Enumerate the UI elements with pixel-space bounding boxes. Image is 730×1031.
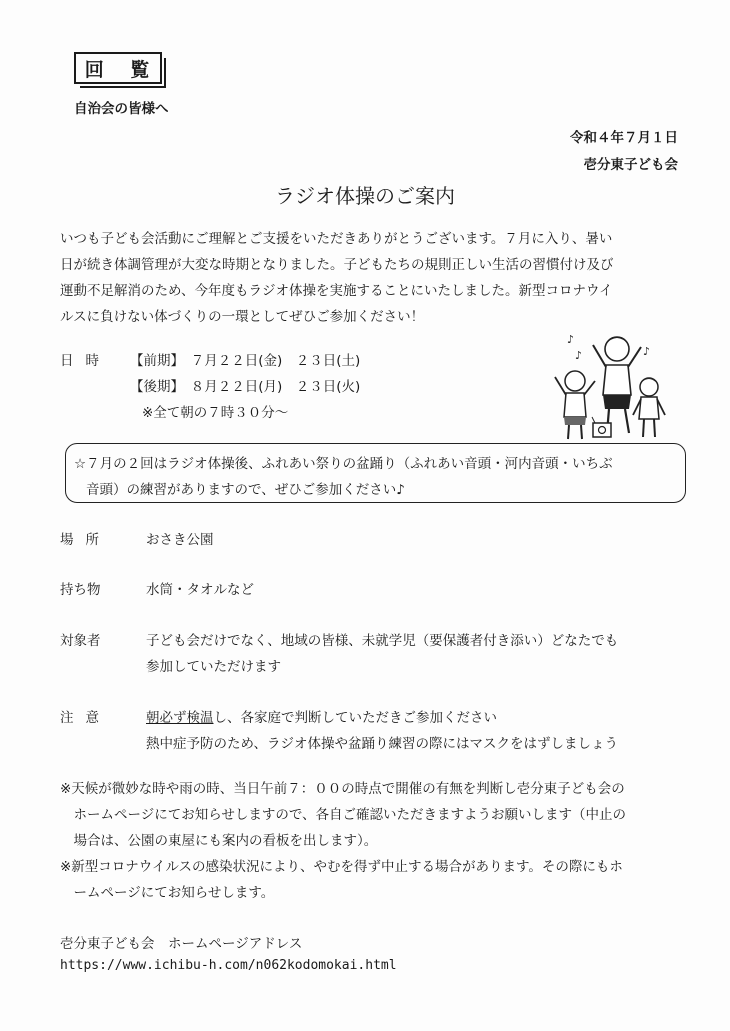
covid-note — [60, 854, 700, 906]
intro-paragraph — [60, 226, 692, 330]
homepage-url[interactable]: https://www.ichibu-h.com/n062kodomokai.html — [60, 958, 397, 973]
weather-note-line: ※天候が微妙な時や雨の時、当日午前７：００の時点で開催の有無を判断し壱分東子ども会の — [60, 781, 625, 797]
weather-note-line: ホームページにてお知らせしますので、各自ご確認いただきますようお願いします（中止の — [60, 807, 627, 823]
circular-label: 回 覧 — [84, 58, 160, 81]
weather-note-line: 場合は、公園の東屋にも案内の看板を出します）。 — [60, 833, 378, 849]
caution-line: 熱中症予防のため、ラジオ体操や盆踊り練習の際にはマスクをはずしましょう — [146, 736, 618, 752]
festival-notice-line: 音頭）の練習がありますので、ぜひご参加ください♪ — [86, 482, 405, 498]
caution-label: 注意 — [60, 710, 111, 726]
addressee: 自治会の皆様へ — [74, 101, 169, 117]
covid-note-line: ※新型コロナウイルスの感染状況により、やむを得ず中止する場合があります。その際にもホ — [60, 859, 623, 875]
homepage-label: 壱分東子ども会 ホームページアドレス — [60, 936, 303, 952]
children-exercising-icon — [545, 325, 670, 443]
svg-text:♪: ♪ — [575, 349, 583, 362]
schedule-second-term: 【後期】 ８月２２日(月) ２３日(火) — [130, 379, 361, 395]
schedule-first-term: 【前期】 ７月２２日(金) ２３日(土) — [130, 353, 361, 369]
circular-stamp — [74, 52, 162, 84]
svg-text:♪: ♪ — [643, 345, 651, 358]
intro-line: 運動不足解消のため、今年度もラジオ体操を実施することにいたしました。新型コロナウイ — [60, 283, 613, 299]
festival-notice-line: ☆７月の２回はラジオ体操後、ふれあい祭りの盆踊り（ふれあい音頭・河内音頭・いちぶ — [74, 456, 613, 472]
target-label: 対象者 — [60, 633, 101, 649]
issue-date: 令和４年７月１日 — [570, 130, 678, 146]
covid-note-line: ームページにてお知らせします。 — [60, 885, 275, 901]
schedule-time-note: ※全て朝の７時３０分～ — [142, 405, 289, 421]
svg-text:♪: ♪ — [567, 333, 575, 346]
weather-note — [60, 776, 700, 854]
place-value: おさき公園 — [146, 532, 214, 548]
intro-line: 日が続き体調管理が大変な時期となりました。子どもたちの規則正しい生活の習慣付け及び — [60, 257, 614, 273]
caution-line — [146, 706, 497, 726]
sender: 壱分東子ども会 — [583, 157, 678, 173]
place-label: 場所 — [60, 532, 111, 548]
caution-underlined-text: 朝必ず検温 — [146, 710, 214, 726]
intro-line: いつも子ども会活動にご理解とご支援をいただきありがとうございます。７月に入り、暑い — [60, 231, 613, 247]
schedule-label: 日時 — [60, 353, 111, 369]
items-label: 持ち物 — [60, 582, 101, 598]
target-line: 子ども会だけでなく、地域の皆様、未就学児（要保護者付き添い）どなたでも — [146, 633, 619, 649]
document-title: ラジオ体操のご案内 — [275, 184, 455, 208]
items-value: 水筒・タオルなど — [146, 582, 254, 598]
intro-line: ルスに負けない体づくりの一環としてぜひご参加ください！ — [60, 309, 425, 325]
caution-text: し、各家庭で判断していただきご参加ください — [213, 710, 497, 726]
target-line: 参加していただけます — [146, 659, 281, 675]
